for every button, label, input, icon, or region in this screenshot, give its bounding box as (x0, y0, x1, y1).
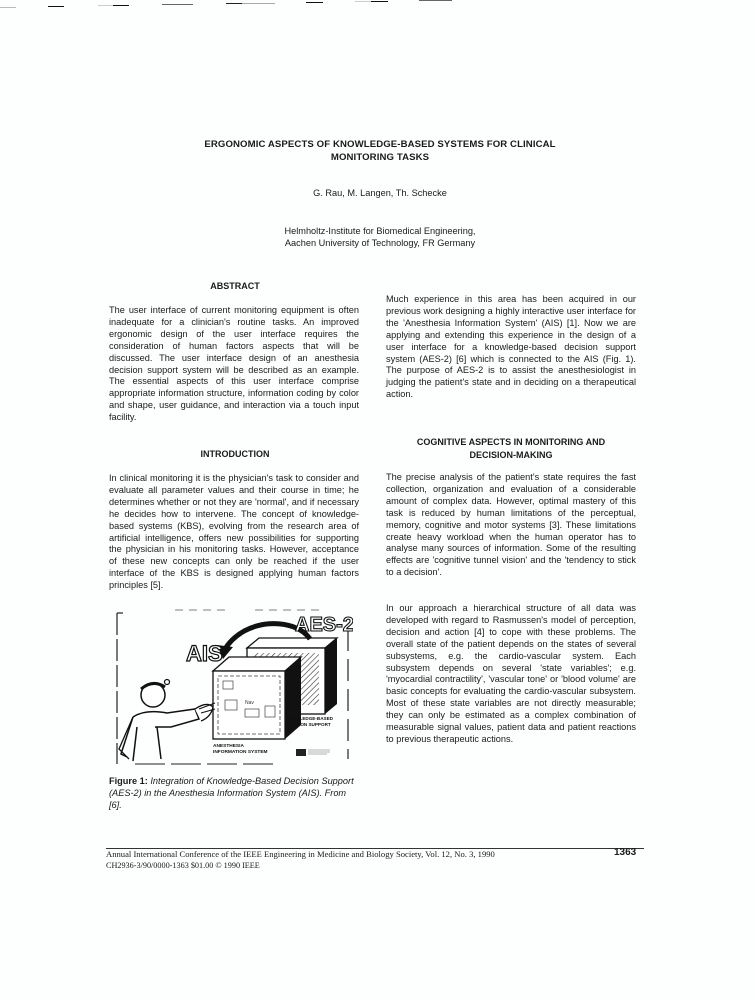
abstract-heading: ABSTRACT (210, 281, 260, 291)
svg-text:Nav: Nav (245, 700, 254, 706)
cognitive-heading (386, 436, 636, 461)
cognitive-heading-line-1: COGNITIVE ASPECTS IN MONITORING AND (416, 437, 606, 447)
authors: G. Rau, M. Langen, Th. Schecke (313, 188, 447, 198)
cognitive-heading-line-2: DECISION-MAKING (469, 449, 553, 460)
title-line-1: ERGONOMIC ASPECTS OF KNOWLEDGE-BASED SYSTEMS FOR CLINICAL (204, 139, 556, 150)
ais-sublabel-2: INFORMATION SYSTEM (213, 750, 268, 755)
paper-title (170, 138, 590, 164)
ais-sublabel-1: ANESTHESIA (213, 744, 244, 749)
cognitive-paragraph-1: The precise analysis of the patient's state requires the fast collection, organization and evaluation of a considerable amount of complex data. However, optimal mastery of this task is reduced by human limitations of the perceptual, memory, cognitive and motor systems [3]. These limitations create heavy workload when the human operator has to analyse many sources of information. Some of the resulting effects are 'cognitive tunnel vision' and the 'tendency to stick to a decision'. (386, 472, 636, 578)
page-number: 1363 (614, 847, 637, 858)
kbs-sublabel-1: KNOWLEDGE-BASED (285, 716, 333, 721)
scan-artifacts (0, 0, 755, 8)
abstract-text: The user interface of current monitoring equipment is often inadequate for a clinician's routine tasks. An improved ergonomic design of the user interface requires the consideration of human factors aspects that will be discussed. The user interface design of an anesthesia decision support system will be described as an example. The essential aspects of this user interface comprise appropriate information structure, information coding by color and shape, user guidance, and interaction via a touch input facility. (109, 305, 359, 423)
affiliation-line-2: Aachen University of Technology, FR Germany (284, 238, 476, 249)
figure-caption-label: Figure 1: (109, 776, 148, 786)
ais-label: AIS (186, 641, 223, 666)
introduction-text: In clinical monitoring it is the physician's task to consider and evaluate all parameter values and their course in time; he determines whether or not they are 'normal', and if necessary he decides how to intervene. The concept of knowledge-based systems (KBS), evolving from the research area of artificial intelligence, offers new possibilities for supporting the physician in his monitoring tasks. However, acceptance of these new concepts can only be reached if the user interface of the KBS is designed applying human factors principles [5]. (109, 473, 359, 591)
introduction-heading: INTRODUCTION (200, 449, 270, 459)
figure-illustration (115, 609, 353, 771)
cognitive-paragraph-2: In our approach a hierarchical structure of all data was developed with regard to Rasmussen's model of perception, decision and action [4] to cope with these problems. The overall state of the patient depends on the states of several subsystems, e.g. the cardio-vascular system. Each subsystem depends on several 'state variables'; e.g. 'myocardial contractility', 'vascular tone' or 'blood volume' are basic concepts for evaluating the cardio-vascular subsystem. Most of these state variables are not directly measurable; they can only be estimated as a complex combination of measurable signal values, patient data and patient reactions to previous therapeutic actions. (386, 603, 636, 744)
conference-citation: Annual International Conference of the IEEE Engineering in Medicine and Biology Society, Vol. 12, No. 3, 1990 (106, 849, 495, 859)
aes2-label: AES-2 (295, 614, 353, 636)
right-intro-text: Much experience in this area has been acquired in our previous work designing a highly interactive user interface for the 'Anesthesia Information System' (AIS) [1]. Now we are applying and extending this experience in the design of a user interface for a knowledge-based decision support system (AES-2) [6] which is connected to the AIS (Fig. 1). The purpose of AES-2 is to assist the anesthesiologist in judging the patient's state and in deciding on a therapeutical action. (386, 294, 636, 400)
figure-caption (109, 775, 359, 811)
figure-caption-text: Integration of Knowledge-Based Decision Support (AES-2) in the Anesthesia Information System (AIS). From [6]. (109, 776, 354, 810)
kbs-sublabel-2: DECISION SUPPORT (285, 722, 331, 727)
figure-1 (115, 609, 353, 771)
title-line-2: MONITORING TASKS (330, 152, 430, 163)
affiliation-line-1: Helmholtz-Institute for Biomedical Engineering, (284, 226, 476, 236)
affiliation (170, 225, 590, 250)
copyright-line: CH2936-3/90/0000-1363 $01.00 © 1990 IEEE (106, 861, 260, 870)
